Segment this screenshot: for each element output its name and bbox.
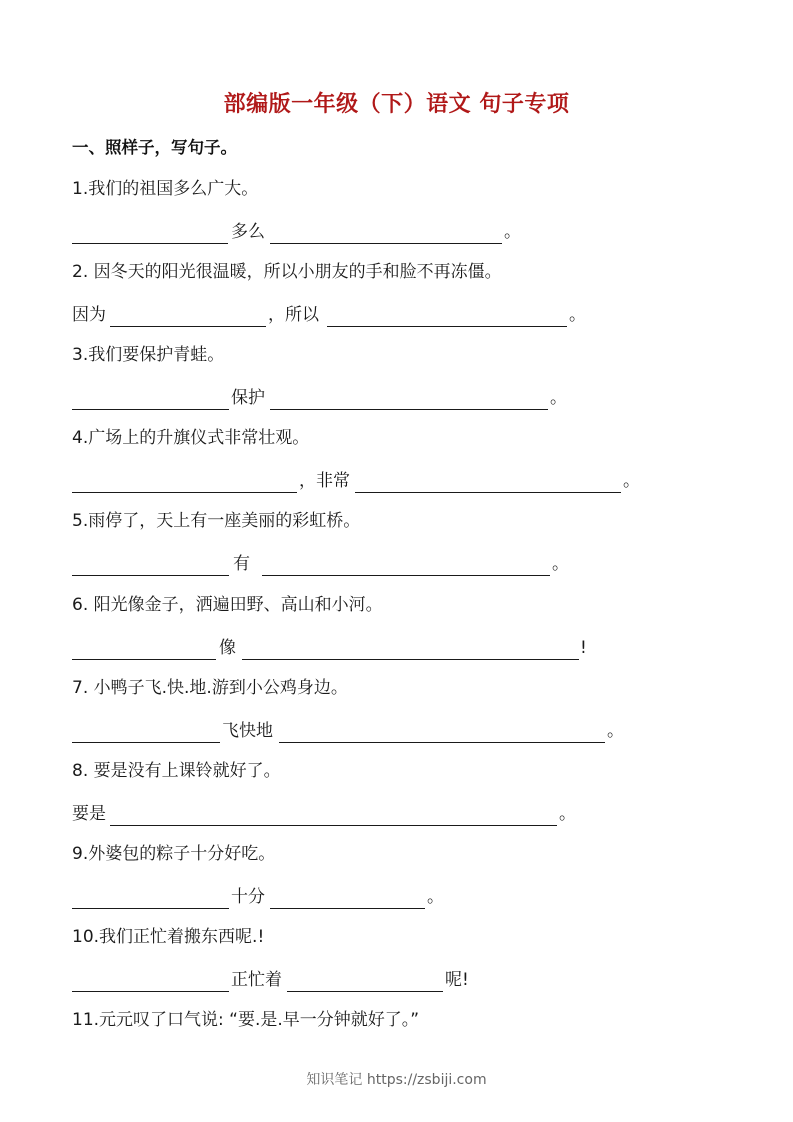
answer-fixed-text: 飞快地: [222, 721, 273, 741]
answer-fixed-text: 多么: [231, 222, 265, 242]
answer-fixed-text: 十分: [231, 887, 265, 907]
answer-blank[interactable]: [270, 243, 502, 244]
answer-blank[interactable]: [72, 575, 229, 576]
page-title: 部编版一年级（下）语文 句子专项: [223, 92, 570, 117]
answer-blank[interactable]: [270, 409, 548, 410]
exercise-prompt: 9.外婆包的粽子十分好吃。: [72, 844, 276, 864]
answer-fixed-text: !: [580, 638, 587, 658]
section-heading: 一、照样子，写句子。: [72, 138, 237, 157]
answer-blank[interactable]: [262, 575, 550, 576]
answer-blank[interactable]: [355, 492, 621, 493]
exercise-prompt: 5.雨停了，天上有一座美丽的彩虹桥。: [72, 511, 361, 531]
answer-row: [0, 385, 793, 411]
answer-fixed-text: 。: [559, 804, 576, 824]
answer-fixed-text: 因为: [72, 305, 106, 325]
answer-blank[interactable]: [72, 659, 216, 660]
answer-row: [0, 468, 793, 494]
exercise-prompt: 2. 因冬天的阳光很温暖，所以小朋友的手和脸不再冻僵。: [72, 262, 502, 282]
answer-row: [0, 635, 793, 661]
answer-blank[interactable]: [110, 825, 557, 826]
answer-fixed-text: 像: [219, 638, 236, 658]
answer-blank[interactable]: [110, 326, 266, 327]
answer-blank[interactable]: [279, 742, 605, 743]
exercise-prompt: 11.元元叹了口气说: “要.是.早一分钟就好了。”: [72, 1010, 420, 1030]
exercise-prompt: 6. 阳光像金子，洒遍田野、高山和小河。: [72, 595, 383, 615]
answer-blank[interactable]: [72, 908, 229, 909]
answer-blank[interactable]: [242, 659, 579, 660]
answer-fixed-text: 正忙着: [231, 970, 282, 990]
answer-row: [0, 551, 793, 577]
answer-fixed-text: 。: [427, 887, 444, 907]
answer-fixed-text: 。: [623, 471, 640, 491]
answer-row: [0, 801, 793, 827]
answer-fixed-text: 。: [550, 388, 567, 408]
answer-row: [0, 967, 793, 993]
answer-blank[interactable]: [72, 409, 229, 410]
answer-fixed-text: ，非常: [299, 471, 350, 491]
footer-watermark: 知识笔记 https://zsbiji.com: [306, 1072, 487, 1088]
answer-fixed-text: 保护: [231, 388, 265, 408]
answer-blank[interactable]: [270, 908, 425, 909]
answer-fixed-text: 。: [552, 554, 569, 574]
answer-row: [0, 219, 793, 245]
exercise-prompt: 7. 小鸭子飞.快.地.游到小公鸡身边。: [72, 678, 348, 698]
answer-row: [0, 302, 793, 328]
answer-fixed-text: 。: [504, 222, 521, 242]
answer-blank[interactable]: [72, 991, 229, 992]
exercise-prompt: 3.我们要保护青蛙。: [72, 345, 225, 365]
exercise-prompt: 8. 要是没有上课铃就好了。: [72, 761, 281, 781]
answer-blank[interactable]: [327, 326, 567, 327]
exercise-prompt: 1.我们的祖国多么广大。: [72, 179, 259, 199]
exercise-prompt: 4.广场上的升旗仪式非常壮观。: [72, 428, 310, 448]
answer-blank[interactable]: [72, 243, 228, 244]
answer-fixed-text: ，所以: [268, 305, 319, 325]
answer-fixed-text: 。: [607, 721, 624, 741]
exercise-prompt: 10.我们正忙着搬东西呢.!: [72, 927, 265, 947]
answer-fixed-text: 有: [233, 554, 250, 574]
answer-blank[interactable]: [72, 742, 220, 743]
answer-blank[interactable]: [287, 991, 443, 992]
answer-fixed-text: 呢!: [445, 970, 469, 990]
answer-blank[interactable]: [72, 492, 297, 493]
answer-row: [0, 884, 793, 910]
answer-fixed-text: 要是: [72, 804, 106, 824]
answer-row: [0, 718, 793, 744]
answer-fixed-text: 。: [569, 305, 586, 325]
